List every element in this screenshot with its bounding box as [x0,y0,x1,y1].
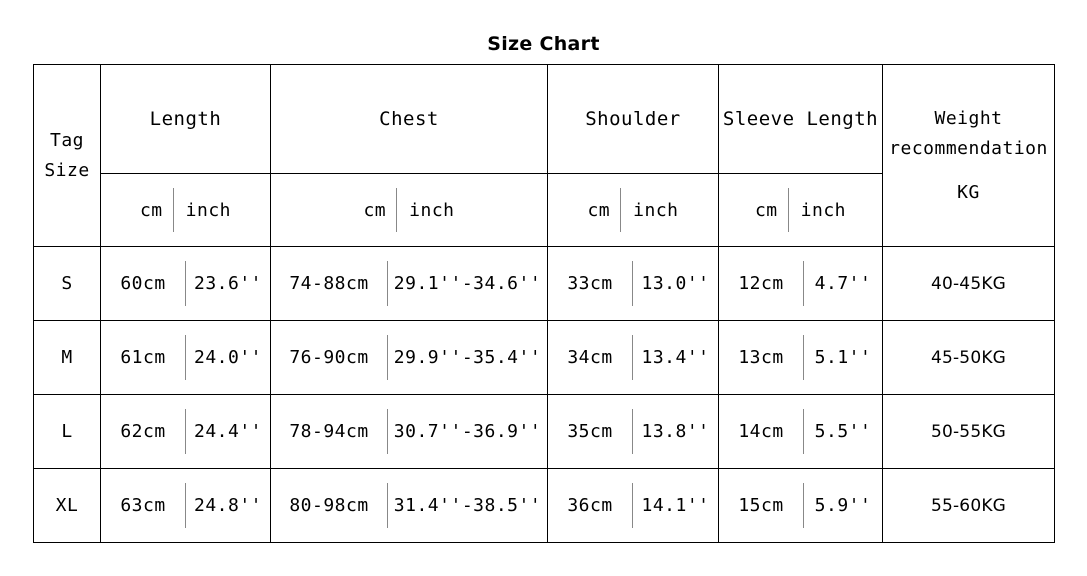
cell-shoulder-cm: 34cm [567,347,613,368]
cell-chest [271,247,548,321]
header-length-unit-inch: inch [185,199,232,221]
table-row [34,247,1055,321]
cell-tag-size: XL [34,469,101,543]
header-shoulder-unit-cm: cm [587,199,611,221]
cell-sleeve-inch: 5.1'' [814,347,872,368]
header-length: Length [101,65,271,174]
cell-chest [271,321,548,395]
header-weight-recommendation [883,65,1055,247]
cell-sleeve [719,247,883,321]
cell-shoulder [548,395,719,469]
cell-sleeve-inch: 5.9'' [814,495,872,516]
cell-shoulder [548,321,719,395]
cell-chest-cm: 80-98cm [289,495,369,516]
cell-sleeve [719,469,883,543]
cell-tag-size: M [34,321,101,395]
cell-shoulder-inch: 13.8'' [641,421,710,442]
header-chest-units [271,174,548,247]
cell-chest-inch: 29.9''-35.4'' [393,347,542,368]
cell-sleeve-cm: 12cm [738,273,784,294]
cell-chest-cm: 76-90cm [289,347,369,368]
cell-shoulder-cm: 33cm [567,273,613,294]
table-header [34,65,1055,247]
cell-chest-inch: 30.7''-36.9'' [393,421,542,442]
cell-chest-cm: 74-88cm [289,273,369,294]
header-row-main [34,65,1055,174]
header-length-unit-cm: cm [139,199,163,221]
cell-length-inch: 24.4'' [193,421,263,442]
cell-chest [271,395,548,469]
header-tag-size [34,65,101,247]
cell-shoulder-inch: 13.4'' [641,347,710,368]
cell-shoulder-inch: 13.0'' [641,273,710,294]
cell-sleeve [719,321,883,395]
cell-weight: 40-45KG [883,247,1055,321]
header-chest-unit-cm: cm [363,199,387,221]
cell-length [101,321,271,395]
header-chest: Chest [271,65,548,174]
cell-sleeve-cm: 14cm [738,421,784,442]
header-tag-size-line2: Size [44,159,90,181]
header-length-units [101,174,271,247]
cell-length-cm: 60cm [120,273,166,294]
cell-sleeve-inch: 5.5'' [814,421,872,442]
size-chart-table-wrap [33,64,1054,543]
cell-shoulder [548,247,719,321]
cell-sleeve-cm: 15cm [738,495,784,516]
header-tag-size-line1: Tag [49,129,84,151]
cell-chest-inch: 29.1''-34.6'' [393,273,542,294]
header-weight-line2: recommendation [889,137,1048,159]
cell-length-cm: 62cm [120,421,166,442]
cell-length [101,247,271,321]
cell-shoulder-cm: 35cm [567,421,613,442]
cell-length [101,395,271,469]
cell-length-cm: 61cm [120,347,166,368]
cell-sleeve [719,395,883,469]
cell-sleeve-inch: 4.7'' [814,273,872,294]
header-sleeve-unit-inch: inch [800,199,847,221]
cell-tag-size: S [34,247,101,321]
size-chart-table [33,64,1055,543]
table-body [34,247,1055,543]
cell-tag-size: L [34,395,101,469]
cell-weight: 50-55KG [883,395,1055,469]
header-sleeve-length: Sleeve Length [719,65,883,174]
header-chest-unit-inch: inch [409,199,455,221]
cell-chest-inch: 31.4''-38.5'' [393,495,542,516]
header-sleeve-unit-cm: cm [754,199,778,221]
table-row [34,321,1055,395]
cell-length-cm: 63cm [120,495,166,516]
page-title: Size Chart [487,33,600,55]
header-sleeve-units [719,174,883,247]
cell-sleeve-cm: 13cm [738,347,784,368]
cell-chest-cm: 78-94cm [289,421,369,442]
table-row [34,395,1055,469]
header-weight-unit: KG [957,181,980,203]
header-weight-line1: Weight [934,107,1003,129]
cell-length-inch: 24.8'' [193,495,263,516]
cell-chest [271,469,548,543]
cell-length [101,469,271,543]
cell-weight: 45-50KG [883,321,1055,395]
header-shoulder: Shoulder [548,65,719,174]
header-shoulder-unit-inch: inch [633,199,679,221]
table-row [34,469,1055,543]
cell-shoulder-inch: 14.1'' [641,495,710,516]
cell-length-inch: 23.6'' [193,273,263,294]
cell-shoulder-cm: 36cm [567,495,613,516]
cell-length-inch: 24.0'' [193,347,263,368]
cell-shoulder [548,469,719,543]
header-shoulder-units [548,174,719,247]
cell-weight: 55-60KG [883,469,1055,543]
